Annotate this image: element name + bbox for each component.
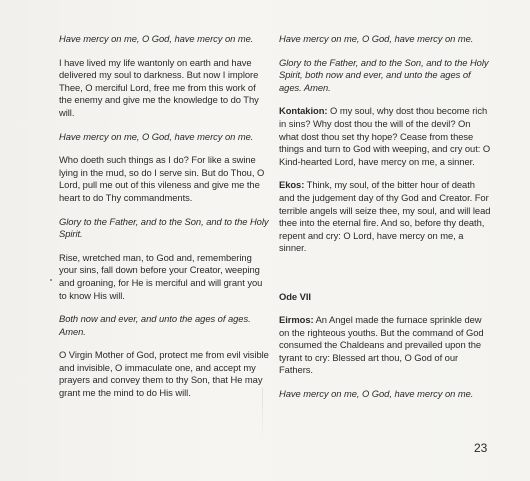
refrain: Have mercy on me, O God, have mercy on me. [59,33,254,44]
doxology: Glory to the Father, and to the Son, and to the Holy Spirit. [59,215,269,240]
kontakion-text: O my soul, why dost thou become rich in sins? Why dost thou the will of the devil? On what dost thou set thy hope? Cease from these things and turn to God with weeping, and cry out: O Kind-hearted Lord, have mercy on me, a sinner. [279,105,491,167]
doxology: Both now and ever, and unto the ages of ages. Amen. [59,313,251,337]
doxology: Glory to the Father, and to the Son, and to the Holy Spirit, both now and ever, and unto the ages of ages. Amen. [279,56,489,93]
right-column [279,33,491,412]
troparion: Rise, wretched man, to God and, remembering your sins, fall down before your Creator, weeping and groaning, for He is merciful and will grant you to know His will. [59,251,263,301]
paper-crease [262,388,263,438]
troparion: Who doeth such things as I do? For like a swine lying in the mud, so do I serve sin. But do Thou, O Lord, pull me out of this vileness and give me the heart to do Thy commandments. [59,154,265,203]
ekos-text: Think, my soul, of the bitter hour of death and the judgement day of thy God and Creator. For terrible angels will seize thee, my soul, and will lead thee into the eternal fire. And so, before thy death, repent and cry: O Lord, have mercy on me, a sinner. [279,179,491,254]
ekos [279,179,491,255]
paper-speck [50,279,52,281]
refrain: Have mercy on me, O God, have mercy on me. [59,130,254,142]
kontakion [279,105,491,168]
left-column [59,33,271,411]
eirmos [279,314,491,377]
refrain: Have mercy on me, O God, have mercy on me. [279,388,474,400]
theotokion: O Virgin Mother of God, protect me from evil visible and invisible, O immaculate one, and accept my prayers and convey them to thy Son, that He may grant me the mind to do His will. [59,349,269,399]
eirmos-label: Eirmos: [279,314,314,326]
ekos-label: Ekos: [279,179,305,191]
refrain: Have mercy on me, O God, have mercy on me. [279,33,474,44]
kontakion-label: Kontakion: [279,105,328,117]
troparion: I have lived my life wantonly on earth and have delivered my soul to darkness. But now I implore Thee, O merciful Lord, free me from this work of the enemy and give me the knowledge to do Thy will. [59,56,259,118]
eirmos-text: An Angel made the furnace sprinkle dew on the righteous youths. But the command of God consumed the Chaldeans and prevailed upon the tyrant to cry: Blessed art thou, O God of our Fathers. [279,314,484,376]
ode-heading: Ode VII [279,290,311,302]
page-number: 23 [474,441,488,455]
